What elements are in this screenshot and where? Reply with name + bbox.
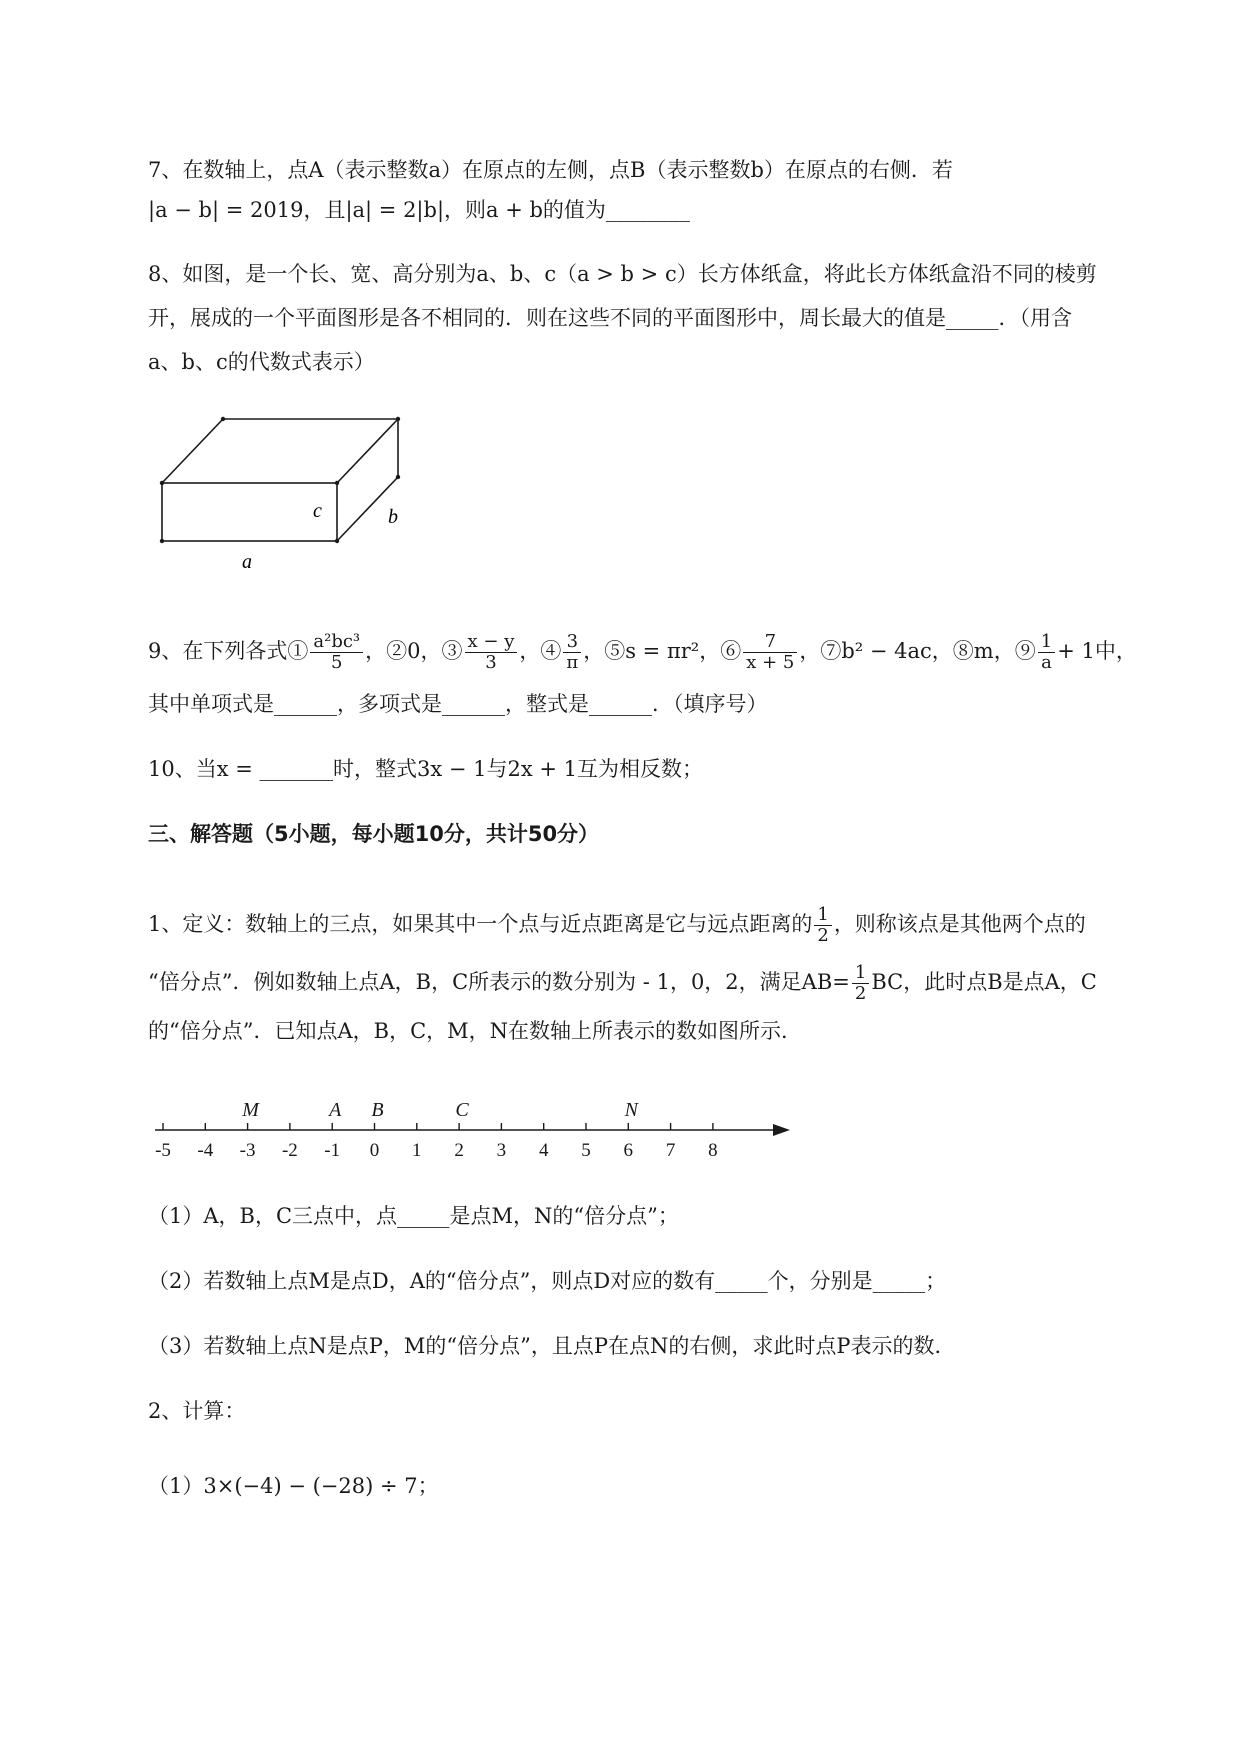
a1-sub3: （3）若数轴上点N是点P，M的“倍分点”，且点P在点N的右侧，求此时点P表示的数．: [148, 1334, 956, 1358]
q9-f1-num: a²bc³: [310, 632, 363, 653]
tick-label: 4: [538, 1140, 549, 1161]
q10-line: 10、当x = _______时，整式3x − 1与2x + 1互为相反数；: [148, 757, 704, 781]
point-label-C: C: [455, 1099, 469, 1121]
q8-line1: 8、如图，是一个长、宽、高分别为a、b、c（a > b > c）长方体纸盒，将此长方体纸盒沿不同的棱剪: [148, 262, 1097, 286]
q9-f1-den: 5: [331, 652, 343, 673]
q9-f4-num: 3: [563, 632, 581, 653]
box-label-b: b: [388, 506, 398, 528]
point-label-A: A: [329, 1099, 342, 1121]
q9-line1: [148, 632, 1137, 673]
tick-label: 1: [412, 1140, 422, 1161]
q9-f3-num: x − y: [465, 632, 518, 653]
q8-line2: 开，展成的一个平面图形是各不相同的．则在这些不同的平面图形中，周长最大的值是_____．（用含: [148, 306, 1072, 330]
q9-sep-5: ，⑤s = πr²，⑥: [583, 639, 742, 663]
tick-label: -1: [324, 1140, 341, 1161]
point-label-M: M: [242, 1099, 259, 1121]
q9-fraction-6: [743, 632, 797, 673]
q9-f6-den: x + 5: [746, 652, 795, 673]
q9-f4-den: π: [566, 652, 579, 673]
tick-label: 0: [369, 1140, 380, 1161]
box-label-c: c: [313, 500, 322, 522]
q9-end: + 1中，: [1057, 639, 1137, 663]
a1-line3: 的“倍分点”．已知点A，B，C，M，N在数轴上所表示的数如图所示．: [148, 1019, 803, 1043]
a1-half-num: 1: [814, 905, 831, 926]
q7-line2: |a − b| = 2019，且|a| = 2|b|，则a + b的值为________: [148, 198, 690, 222]
tick-label: -2: [281, 1140, 298, 1161]
q9-fraction-1: [310, 632, 363, 673]
a1-half-fraction: [814, 905, 831, 946]
q8-line3: a、b、c的代数式表示）: [148, 350, 375, 374]
box-label-a: a: [242, 551, 252, 573]
a1-line2-post: BC，此时点B是点A，C: [871, 970, 1097, 994]
tick-label: -4: [197, 1140, 214, 1161]
a1-half-den: 2: [817, 925, 829, 946]
q9-sep-2: ，②0，③: [365, 639, 463, 663]
q9-f9-num: 1: [1038, 632, 1055, 653]
a1-line1-pre: 1、定义：数轴上的三点，如果其中一个点与近点距离是它与远点距离的: [148, 912, 813, 936]
q9-prefix: 9、在下列各式①: [148, 639, 309, 663]
a1-sub2: （2）若数轴上点M是点D，A的“倍分点”，则点D对应的数有_____个，分别是_____；: [148, 1269, 947, 1293]
a1-line2: [148, 963, 1097, 1004]
q9-fraction-4: [563, 632, 581, 673]
tick-label: 3: [496, 1140, 507, 1161]
a1-sub1: （1）A，B，C三点中，点_____是点M，N的“倍分点”；: [148, 1204, 679, 1228]
q9-sep-7: ，⑦b² − 4ac，⑧m，⑨: [799, 639, 1036, 663]
a1-line2-frac-num: 1: [852, 963, 869, 984]
point-label-B: B: [371, 1099, 384, 1121]
tick-label: 8: [708, 1140, 718, 1161]
tick-label: -5: [155, 1140, 171, 1161]
a1-line1-post: ，则称该点是其他两个点的: [833, 912, 1086, 936]
number-line-arrow: [773, 1124, 790, 1136]
a1-line2-fraction: [852, 963, 869, 1004]
q9-f9-den: a: [1041, 652, 1052, 673]
a2-title: 2、计算：: [148, 1399, 246, 1423]
a1-line2-pre: “倍分点”．例如数轴上点A，B，C所表示的数分别为 - 1，0，2，满足AB=: [148, 970, 850, 994]
section3-title: 三、解答题（5小题，每小题10分，共计50分）: [148, 822, 600, 846]
q7-line1: 7、在数轴上，点A（表示整数a）在原点的左侧，点B（表示整数b）在原点的右侧．若: [148, 158, 953, 182]
a1-line2-frac-den: 2: [854, 983, 867, 1004]
q9-sep-4: ，④: [519, 639, 562, 663]
tick-label: -3: [239, 1140, 256, 1161]
tick-label: 6: [623, 1140, 634, 1161]
q9-fraction-3: [465, 632, 518, 673]
q9-fraction-9: [1038, 632, 1055, 673]
point-label-N: N: [624, 1099, 638, 1121]
tick-label: 2: [454, 1140, 464, 1161]
q9-f6-num: 7: [743, 632, 797, 653]
q9-f3-den: 3: [485, 652, 497, 673]
number-line-figure: [145, 1085, 805, 1165]
box-figure: [150, 405, 420, 575]
a1-line1: [148, 905, 1086, 946]
tick-label: 5: [581, 1140, 591, 1161]
tick-label: 7: [665, 1140, 676, 1161]
q9-line2: 其中单项式是______，多项式是______，整式是______．（填序号）: [148, 692, 768, 716]
a2-sub1: （1）3×(−4) − (−28) ÷ 7；: [148, 1474, 439, 1498]
